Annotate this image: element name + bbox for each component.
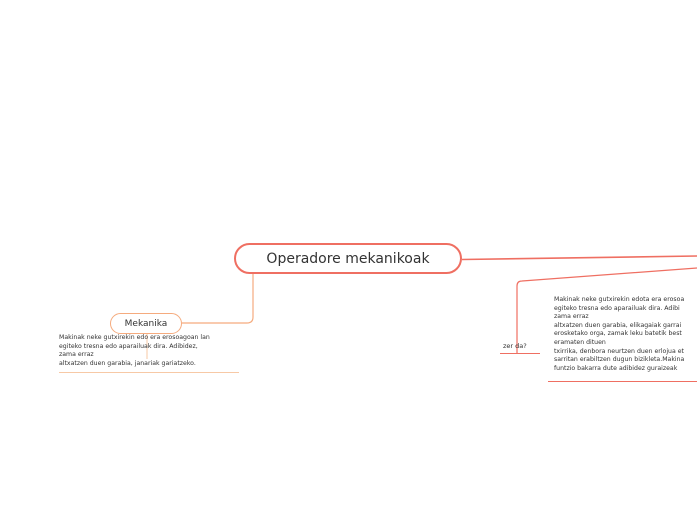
note-line: txirrika, denbora neurtzen duen erlojua et	[554, 347, 684, 355]
subtopic-zer-da-underline	[500, 353, 540, 354]
note-mekanika	[59, 334, 239, 372]
connector-central-mekanika	[182, 274, 253, 323]
note-line: Makinak neke gutxirekin edo era erosoagoan lan	[59, 334, 210, 341]
central-topic-label: Operadore mekanikoak	[266, 250, 430, 267]
subtopic-zer-da-label: zer da?	[503, 342, 527, 350]
topic-mekanika-label: Mekanika	[124, 318, 168, 329]
note-line: erosketako orga, zamak leku batetik best	[554, 330, 682, 338]
note-zer-da	[554, 296, 697, 380]
note-line: funtzio bakarra dute adibidez guraizeak	[554, 364, 678, 372]
note-line: altxatzen duen garabia, elikagaiak garrai	[554, 321, 682, 329]
topic-mekanika[interactable]	[110, 313, 182, 334]
note-line: zama erraz	[554, 313, 589, 321]
subtopic-zer-da[interactable]	[503, 342, 527, 350]
note-line: egiteko tresna edo aparailuak dira. Adibi	[554, 304, 680, 312]
note-mekanika-underline	[59, 372, 239, 373]
connector-central-right	[462, 256, 697, 260]
note-line: sarritan erabiltzen dugun bizikleta.Makina	[554, 356, 685, 364]
note-line: Makinak neke gutxirekin edota era erosoa	[554, 296, 685, 303]
note-line: egiteko tresna edo aparailuak dira. Adibidez,	[59, 342, 198, 350]
note-line: zama erraz	[59, 351, 94, 359]
central-topic[interactable]	[234, 243, 462, 274]
note-line: altxatzen duen garabia, janariak gariatzeko.	[59, 359, 196, 367]
note-zer-da-underline	[548, 381, 697, 382]
note-line: eramaten dituen	[554, 338, 606, 346]
